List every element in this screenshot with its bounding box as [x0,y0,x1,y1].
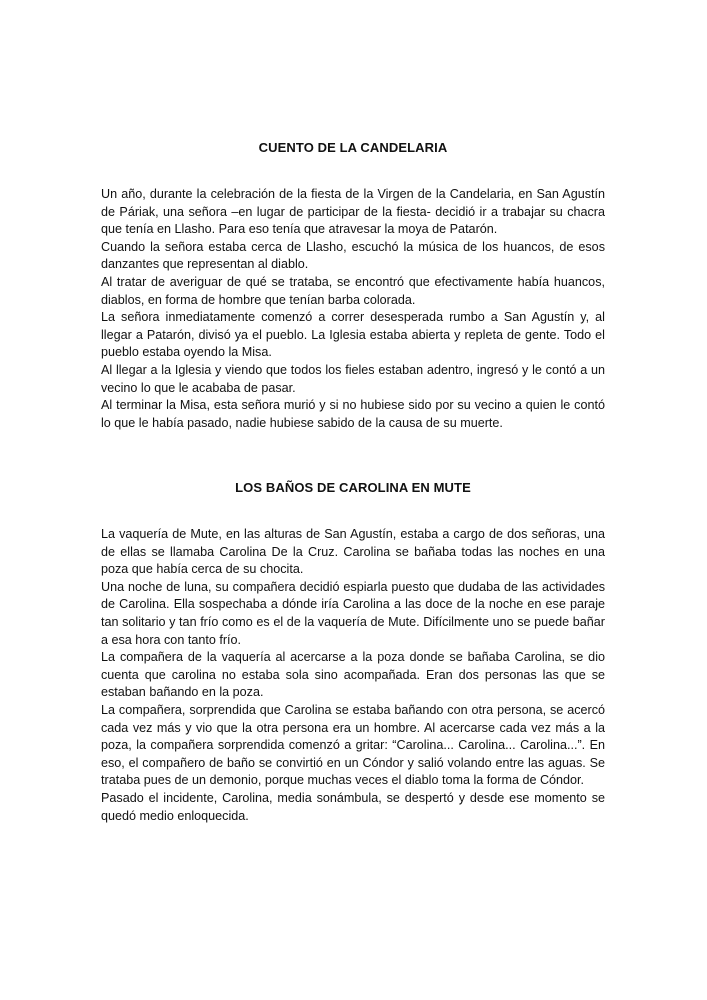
story-paragraph: Al terminar la Misa, esta señora murió y si no hubiese sido por su vecino a quien le contó lo que le había pasado, nadie hubiese sabido de la causa de su muerte. [101,398,605,430]
story-title: CUENTO DE LA CANDELARIA [258,140,448,155]
story-paragraph: Al llegar a la Iglesia y viendo que todos los fieles estaban adentro, ingresó y le contó a un vecino lo que le acababa de pasar. [101,362,605,395]
story-paragraph: Al tratar de averiguar de qué se trataba, se encontró que efectivamente había huancos, diablos, en forma de hombre que tenían barba colorada. [101,274,605,307]
story-paragraph: La compañera, sorprendida que Carolina se estaba bañando con otra persona, se acercó cada vez más y vio que la otra persona era un hombre. Al acercarse cada vez más a la poza, la compañera sorprendida comenzó a gritar: “Carolina... Carolina... Carolina...”. En eso, el compañero de baño se convirtió en un Cóndor y salió volando entre las aguas. Se trataba pues de un demonio, porque muchas veces el diablo toma la forma de Cóndor. [101,702,605,788]
story-title: LOS BAÑOS DE CAROLINA EN MUTE [235,480,471,495]
story-paragraph: La señora inmediatamente comenzó a correr desesperada rumbo a San Agustín y, al llegar a Patarón, divisó ya el pueblo. La Iglesia estaba abierta y repleta de gente. Todo el pueblo estaba oyendo la Misa. [101,310,605,360]
story-carolina [101,479,605,825]
story-paragraph: La compañera de la vaquería al acercarse a la poza donde se bañaba Carolina, se dio cuenta que carolina no estaba sola sino acompañada. Eran dos personas las que se estaban bañando en la poza. [101,650,605,700]
story-paragraph: Un año, durante la celebración de la fiesta de la Virgen de la Candelaria, en San Agustín de Páriak, una señora –en lugar de participar de la fiesta- decidió ir a trabajar su chacra que tenía en Llasho. Para eso tenía que atravesar la moya de Patarón. [101,187,605,237]
story-candelaria [101,139,605,432]
story-paragraph: La vaquería de Mute, en las alturas de San Agustín, estaba a cargo de dos señoras, una de ellas se llamaba Carolina De la Cruz. Carolina se bañaba todas las noches en una poza que había cerca de su chocita. [101,527,605,577]
story-paragraph: Una noche de luna, su compañera decidió espiarla puesto que dudaba de las actividades de Carolina. Ella sospechaba a dónde iría Carolina a las doce de la noche en ese paraje tan solitario y tan frío como es el de la vaquería de Mute. Difícilmente uno se puede bañar a esa hora con tanto frío. [101,579,605,647]
story-paragraph: Cuando la señora estaba cerca de Llasho, escuchó la música de los huancos, de esos danzantes que representan al diablo. [101,239,605,272]
story-paragraph: Pasado el incidente, Carolina, media sonámbula, se despertó y desde ese momento se quedó medio enloquecida. [101,790,605,823]
